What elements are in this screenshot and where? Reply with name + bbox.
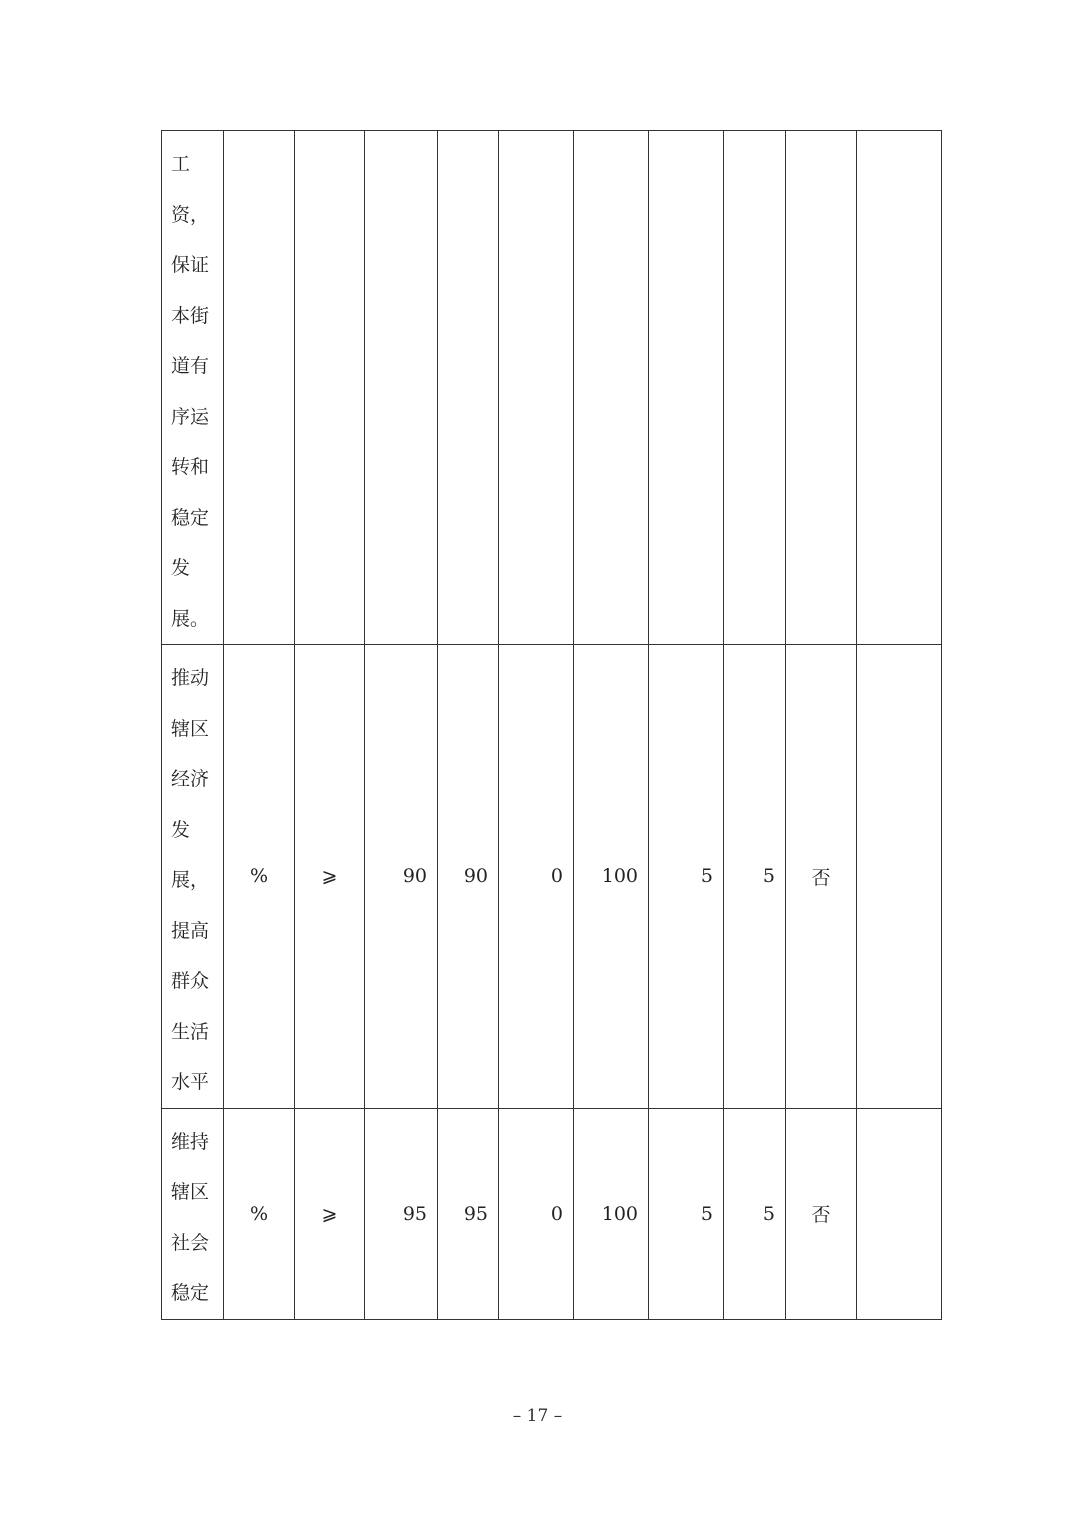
description-line: 序运 xyxy=(171,405,210,428)
key-indicator-cell xyxy=(786,131,857,645)
symbol-cell: ⩾ xyxy=(295,1108,365,1319)
description-line: 生活 xyxy=(171,1020,210,1043)
unit-cell: % xyxy=(224,645,295,1109)
symbol-cell: ⩾ xyxy=(295,645,365,1109)
description-line: 保证 xyxy=(171,254,210,276)
deviation-cell: 0 xyxy=(499,645,574,1109)
unit-cell xyxy=(224,131,295,645)
description-line: 本街 xyxy=(171,304,210,327)
table-body xyxy=(162,131,942,1320)
actual-cell: 90 xyxy=(438,645,499,1109)
full-score-cell: 100 xyxy=(574,645,649,1109)
description-line: 发 xyxy=(171,557,191,579)
description-line: 展。 xyxy=(171,607,210,630)
symbol-cell xyxy=(295,131,365,645)
remark-cell xyxy=(857,1108,942,1319)
table-row xyxy=(162,1108,942,1319)
weight-cell: 5 xyxy=(649,1108,724,1319)
key-indicator-cell: 否 xyxy=(786,645,857,1109)
description-line: 道有 xyxy=(171,355,210,377)
description-line: 推动 xyxy=(171,667,210,689)
full-score-cell xyxy=(574,131,649,645)
description-line: 水平 xyxy=(171,1071,210,1093)
description-line: 发 xyxy=(171,818,191,841)
description-line: 转和 xyxy=(171,456,210,478)
unit-cell: % xyxy=(224,1108,295,1319)
key-indicator-cell: 否 xyxy=(786,1108,857,1319)
description-line: 维持 xyxy=(171,1130,210,1153)
description-line: 经济 xyxy=(171,768,210,790)
table-row xyxy=(162,131,942,645)
performance-table xyxy=(161,130,942,1320)
actual-cell xyxy=(438,131,499,645)
description-line: 展， xyxy=(171,869,210,891)
deviation-cell xyxy=(499,131,574,645)
page-number: – 17 – xyxy=(512,1406,563,1426)
target-cell xyxy=(365,131,438,645)
weight-cell: 5 xyxy=(649,645,724,1109)
description-line: 群众 xyxy=(171,970,210,992)
score-cell: 5 xyxy=(724,1108,786,1319)
score-cell xyxy=(724,131,786,645)
table-row xyxy=(162,645,942,1109)
deviation-cell: 0 xyxy=(499,1108,574,1319)
indicator-description-cell xyxy=(162,1108,224,1319)
description-line: 提高 xyxy=(171,919,210,942)
remark-cell xyxy=(857,131,942,645)
indicator-description-cell xyxy=(162,131,224,645)
full-score-cell: 100 xyxy=(574,1108,649,1319)
score-cell: 5 xyxy=(724,645,786,1109)
description-line: 社会 xyxy=(171,1231,210,1254)
actual-cell: 95 xyxy=(438,1108,499,1319)
remark-cell xyxy=(857,645,942,1109)
description-line: 稳定 xyxy=(171,1282,210,1304)
description-line: 辖区 xyxy=(171,717,210,740)
target-cell: 90 xyxy=(365,645,438,1109)
description-line: 资， xyxy=(171,203,210,226)
weight-cell xyxy=(649,131,724,645)
description-line: 稳定 xyxy=(171,506,210,529)
target-cell: 95 xyxy=(365,1108,438,1319)
description-line: 工 xyxy=(171,153,191,175)
description-line: 辖区 xyxy=(171,1181,210,1203)
indicator-description-cell xyxy=(162,645,224,1109)
